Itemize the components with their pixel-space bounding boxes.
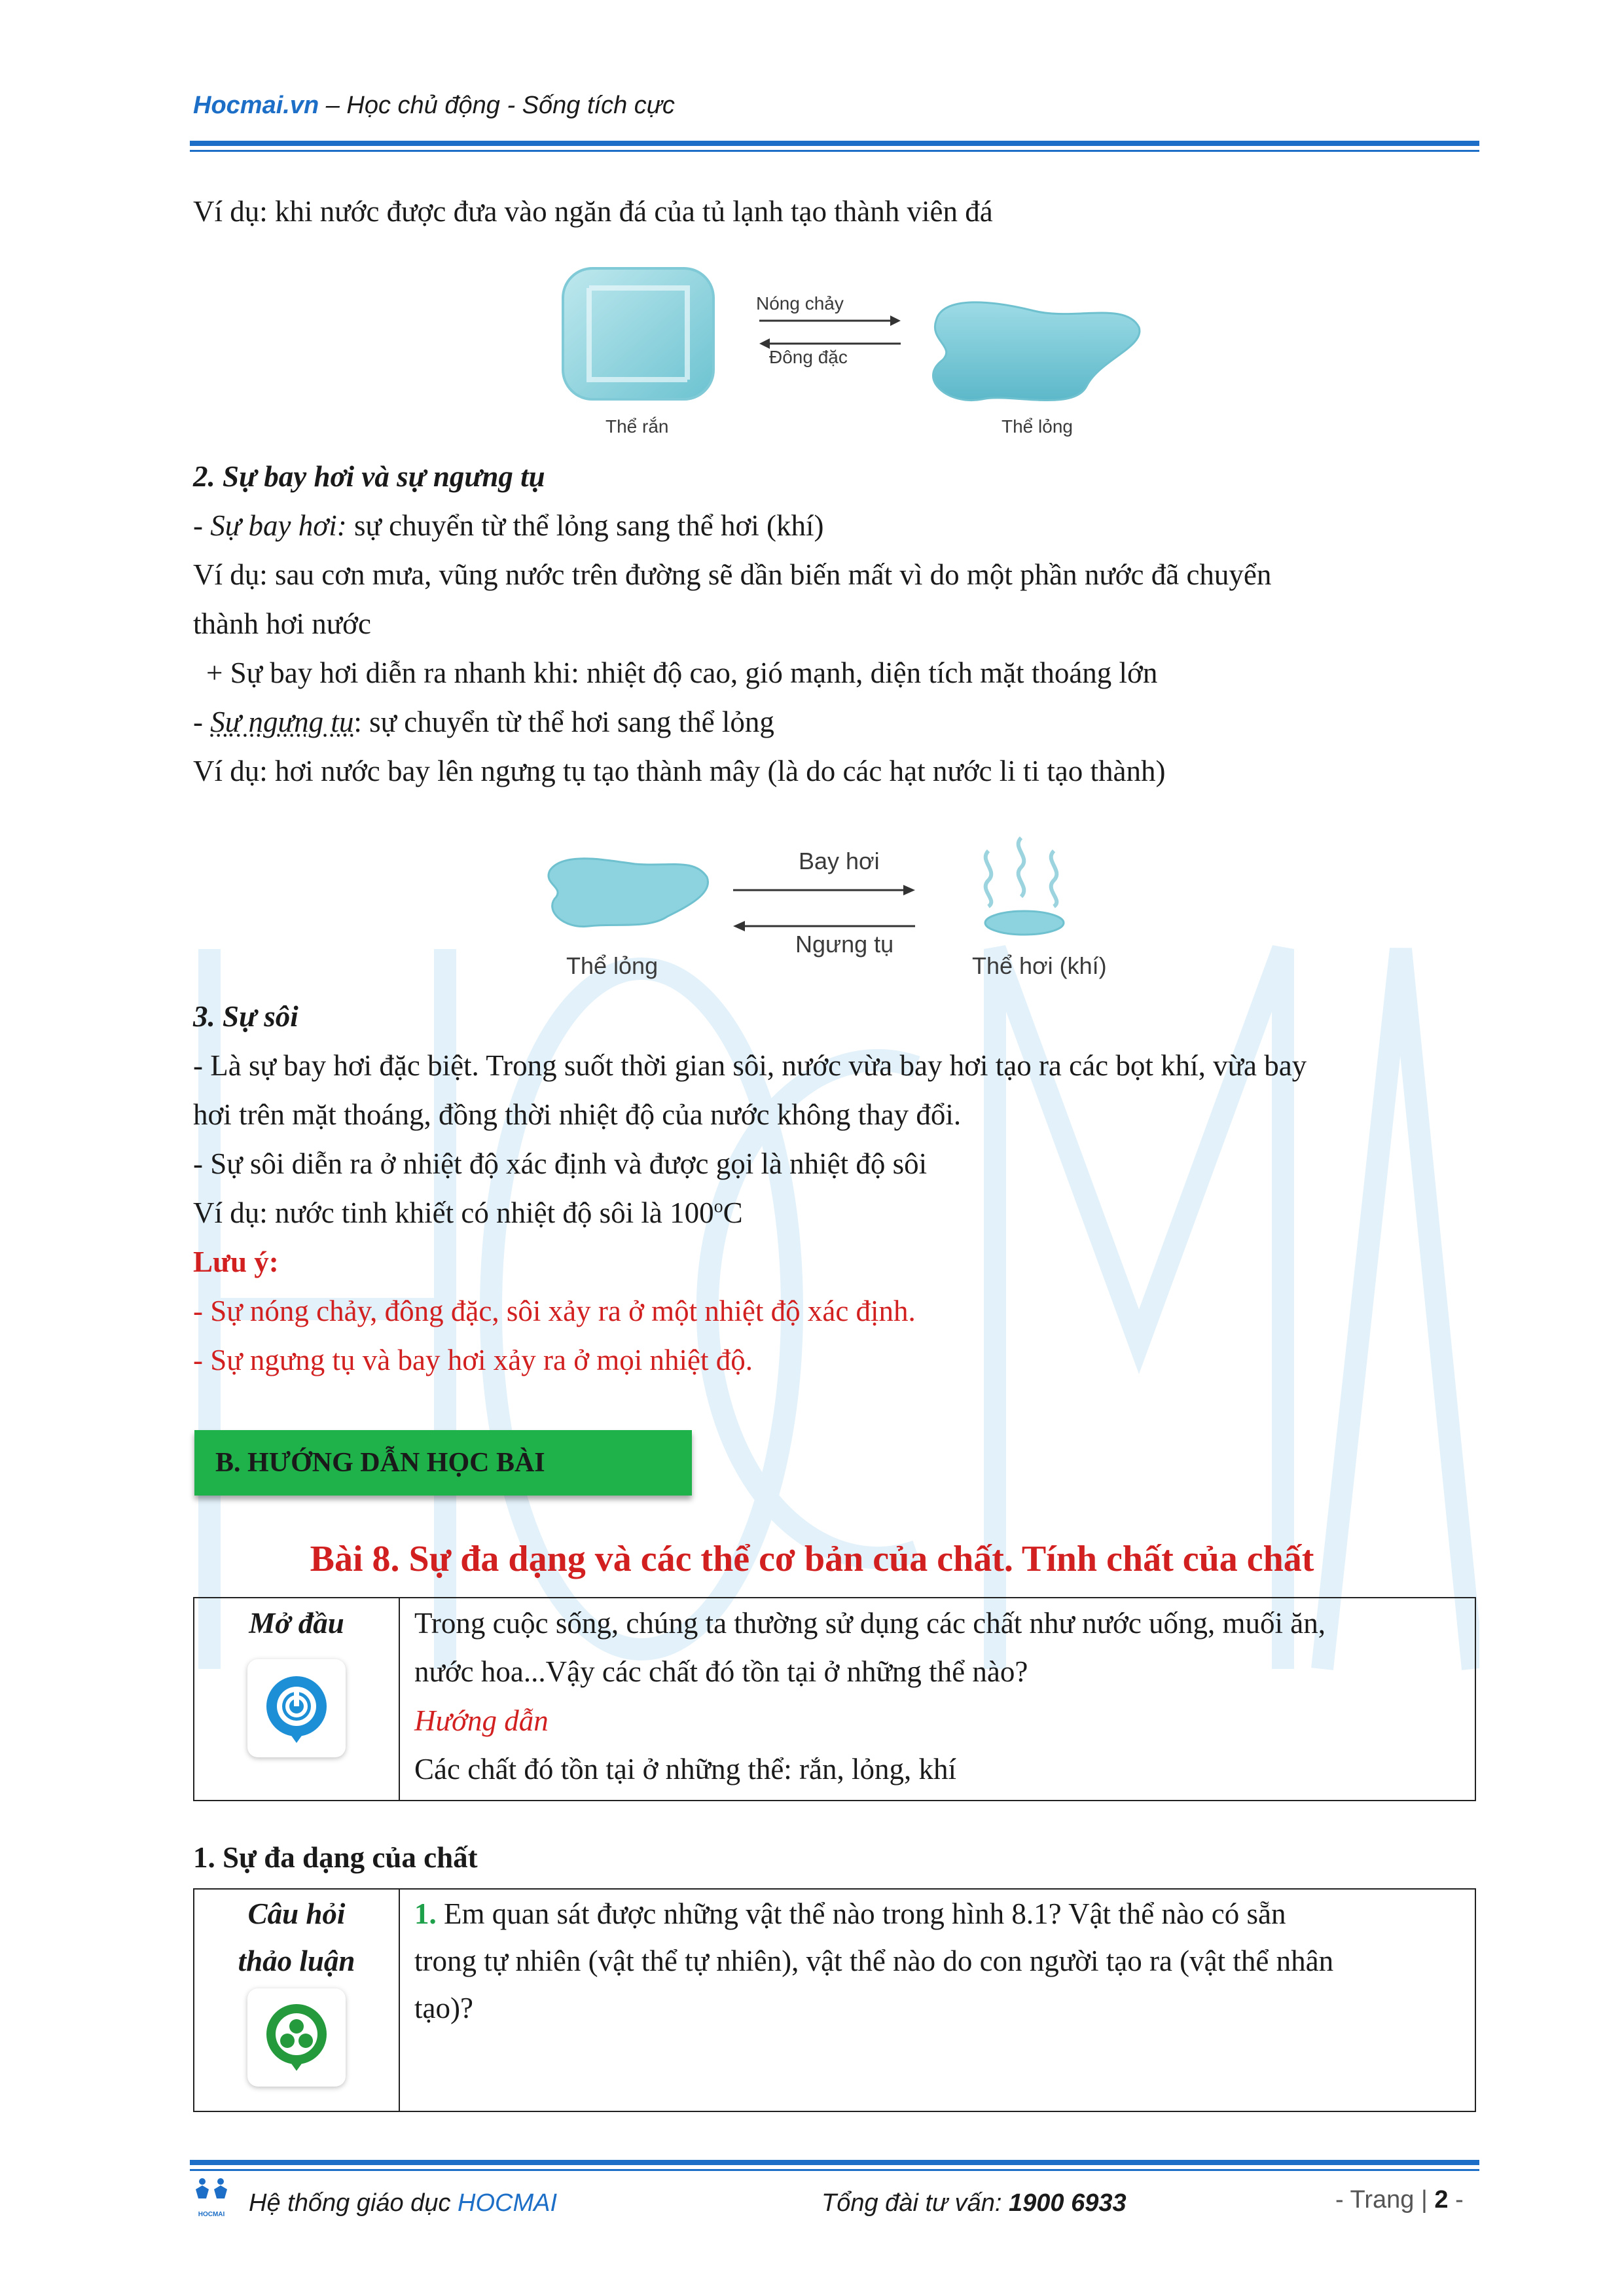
footer-page-label: - Trang | bbox=[1335, 2186, 1435, 2214]
def-evaporation: - Sự bay hơi: sự chuyển từ thể lỏng sang thể hơi (khí) bbox=[193, 509, 824, 542]
boiling-4-text: Ví dụ: nước tinh khiết có nhiệt độ sôi là 100 bbox=[193, 1196, 714, 1229]
group-icon bbox=[247, 1988, 346, 2087]
boiling-4 bbox=[193, 1194, 743, 1231]
discussion-label-2: thảo luận bbox=[238, 1945, 355, 1977]
discussion-table bbox=[193, 1888, 1476, 2112]
steam-icon bbox=[986, 838, 1057, 906]
footer-hotline-number[interactable]: 1900 6933 bbox=[1009, 2189, 1127, 2217]
header-rule-thick bbox=[190, 141, 1479, 146]
def-condensation-text: : sự chuyển từ thể hơi sang thể lỏng bbox=[353, 706, 774, 738]
fig1-left-label: Thể rắn bbox=[605, 416, 669, 437]
degree-sup: o bbox=[713, 1196, 723, 1217]
footer-rule-thin bbox=[190, 2169, 1479, 2171]
term-evaporation: Sự bay hơi: bbox=[210, 509, 347, 542]
discussion-content-cell bbox=[399, 1889, 1475, 2111]
boiling-2: hơi trên mặt thoáng, đồng thời nhiệt độ của nước không thay đổi. bbox=[193, 1098, 962, 1131]
intro-answer: Các chất đó tồn tại ở những thể: rắn, lỏng, khí bbox=[414, 1752, 957, 1785]
figure-liquid-gas bbox=[537, 818, 1139, 995]
def-evaporation-text: sự chuyển từ thể lỏng sang thể hơi (khí) bbox=[346, 509, 824, 542]
intro-table bbox=[193, 1597, 1476, 1801]
celsius-unit: C bbox=[723, 1196, 743, 1229]
small-puddle bbox=[985, 911, 1064, 935]
footer-system bbox=[249, 2189, 557, 2217]
figure-solid-liquid bbox=[550, 262, 1152, 452]
lesson-title: Bài 8. Sự đa dạng và các thể cơ bản của chất. Tính chất của chất bbox=[310, 1539, 1314, 1579]
footer-hotline-label: Tổng đài tư vấn: bbox=[821, 2189, 1009, 2217]
header-brand-line bbox=[193, 92, 675, 120]
question-line-1: Em quan sát được những vật thể nào trong hình 8.1? Vật thể nào có sẵn bbox=[436, 1897, 1286, 1930]
section-banner bbox=[194, 1430, 692, 1496]
intro-question-2: nước hoa...Vậy các chất đó tồn tại ở những thể nào? bbox=[414, 1655, 1028, 1689]
intro-content-cell bbox=[399, 1598, 1475, 1801]
intro-label-cell bbox=[194, 1598, 399, 1801]
def-condensation: - Sự ngưng tụ: sự chuyển từ thể hơi sang thể lỏng bbox=[193, 706, 774, 738]
footer-hotline bbox=[821, 2189, 1127, 2217]
liquid-puddle-2 bbox=[549, 859, 708, 927]
discussion-label-cell bbox=[194, 1889, 399, 2111]
fig2-right-label: Thể hơi (khí) bbox=[972, 952, 1107, 979]
boiling-1: - Là sự bay hơi đặc biệt. Trong suốt thời gian sôi, nước vừa bay hơi tạo ra các bọt khí, vừa bay bbox=[193, 1049, 1307, 1082]
discussion-label-1: Câu hỏi bbox=[247, 1897, 346, 1930]
discussion-question-3: tạo)? bbox=[414, 1992, 473, 2024]
power-icon bbox=[247, 1659, 346, 1757]
term-condensation: Sự ngưng tụ bbox=[210, 706, 354, 738]
fig1-arrow-top: Nóng chảy bbox=[756, 293, 844, 314]
fig2-arrow-top: Bay hơi bbox=[799, 848, 880, 874]
discussion-question-2: trong tự nhiên (vật thể tự nhiên), vật thể nào do con người tạo ra (vật thể nhân bbox=[414, 1945, 1334, 1977]
footer-system-text: Hệ thống giáo dục bbox=[249, 2189, 458, 2217]
question-number: 1. bbox=[414, 1897, 437, 1930]
note-2: - Sự ngưng tụ và bay hơi xảy ra ở mọi nhiệt độ. bbox=[193, 1344, 753, 1376]
footer-system-brand[interactable]: HOCMAI bbox=[458, 2189, 558, 2217]
section-banner-label: B. HƯỚNG DẪN HỌC BÀI bbox=[215, 1448, 545, 1478]
header-slogan: – Học chủ động - Sống tích cực bbox=[319, 92, 675, 119]
example-ice: Ví dụ: khi nước được đưa vào ngăn đá của tủ lạnh tạo thành viên đá bbox=[193, 195, 993, 228]
boiling-3: - Sự sôi diễn ra ở nhiệt độ xác định và được gọi là nhiệt độ sôi bbox=[193, 1147, 928, 1180]
note-1: - Sự nóng chảy, đông đặc, sôi xảy ra ở một nhiệt độ xác định. bbox=[193, 1295, 916, 1327]
heading-section-2: 2. Sự bay hơi và sự ngưng tụ bbox=[193, 460, 545, 493]
heading-diversity: 1. Sự đa dạng của chất bbox=[193, 1841, 478, 1874]
header-brand[interactable]: Hocmai.vn bbox=[193, 92, 319, 119]
discussion-question-1 bbox=[414, 1890, 1474, 1937]
footer-logo-text: HOCMAI bbox=[198, 2211, 225, 2218]
fig1-right-label: Thể lỏng bbox=[1001, 416, 1073, 437]
fig1-arrow-bottom: Đông đặc bbox=[769, 347, 848, 367]
fig2-arrow-bottom: Ngưng tụ bbox=[795, 931, 894, 958]
evaporation-fast: + Sự bay hơi diễn ra nhanh khi: nhiệt độ cao, gió mạnh, diện tích mặt thoáng lớn bbox=[206, 656, 1158, 689]
footer-page bbox=[1335, 2186, 1464, 2214]
discussion-icon bbox=[247, 1988, 346, 2087]
header-rule-thin bbox=[190, 150, 1479, 152]
example-rain-1: Ví dụ: sau cơn mưa, vũng nước trên đường sẽ dần biến mất vì do một phần nước đã chuyển bbox=[193, 558, 1272, 591]
footer-rule-thick bbox=[190, 2160, 1479, 2165]
note-heading: Lưu ý: bbox=[193, 1246, 279, 1278]
liquid-puddle bbox=[933, 302, 1140, 401]
example-cloud: Ví dụ: hơi nước bay lên ngưng tụ tạo thành mây (là do các hạt nước li ti tạo thành) bbox=[193, 755, 1166, 787]
example-rain-2: thành hơi nước bbox=[193, 607, 371, 640]
footer-logo bbox=[192, 2176, 231, 2218]
heading-section-3: 3. Sự sôi bbox=[193, 1000, 298, 1033]
fig2-left-label: Thể lỏng bbox=[566, 952, 659, 979]
intro-question-1: Trong cuộc sống, chúng ta thường sử dụng các chất như nước uống, muối ăn, bbox=[414, 1607, 1326, 1640]
footer-page-number: 2 bbox=[1434, 2186, 1449, 2214]
hocmai-logo-icon bbox=[192, 2176, 231, 2208]
intro-guide: Hướng dẫn bbox=[414, 1704, 549, 1737]
footer-page-end: - bbox=[1448, 2186, 1464, 2214]
intro-icon bbox=[247, 1659, 346, 1757]
intro-label: Mở đầu bbox=[249, 1607, 344, 1640]
